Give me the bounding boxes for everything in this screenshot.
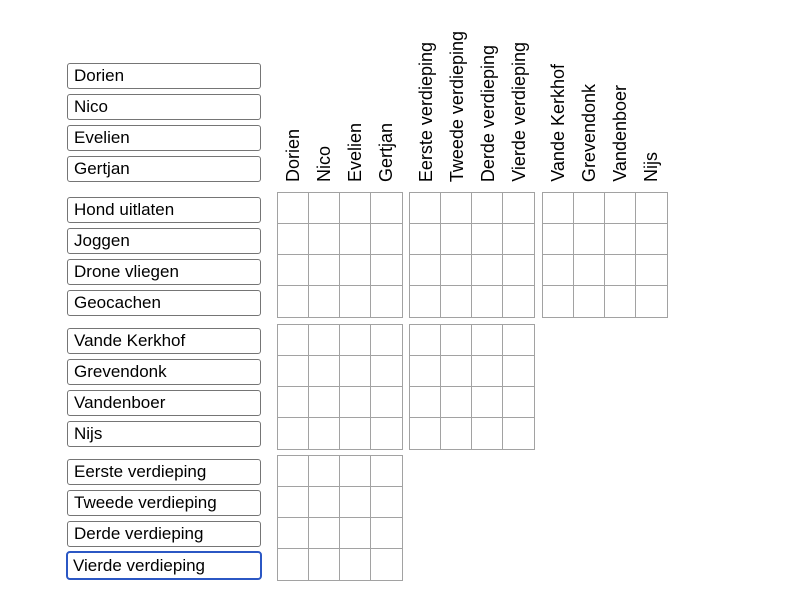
column-header-tweede-verdieping <box>445 0 469 182</box>
grid-cell[interactable] <box>503 193 534 224</box>
grid-cell[interactable] <box>309 224 340 255</box>
grid-cell[interactable] <box>371 356 402 387</box>
grid-cell[interactable] <box>472 193 503 224</box>
grid-cell[interactable] <box>574 255 605 286</box>
grid-cell[interactable] <box>278 255 309 286</box>
row-label-vande-kerkhof[interactable] <box>67 328 261 354</box>
grid-cell[interactable] <box>340 387 371 418</box>
grid-cell[interactable] <box>371 487 402 518</box>
grid-cell[interactable] <box>410 325 441 356</box>
grid-cell[interactable] <box>503 418 534 449</box>
grid-cell[interactable] <box>371 456 402 487</box>
grid-cell[interactable] <box>340 418 371 449</box>
grid-cell[interactable] <box>340 193 371 224</box>
grid-cell[interactable] <box>543 255 574 286</box>
column-header-vandenboer <box>608 0 632 182</box>
grid-cell[interactable] <box>441 255 472 286</box>
grid-cell[interactable] <box>309 255 340 286</box>
column-header-eerste-verdieping <box>414 0 438 182</box>
grid-block-activities-floors <box>409 192 535 318</box>
grid-cell[interactable] <box>278 193 309 224</box>
column-header-label: Vierde verdieping <box>509 42 529 182</box>
row-label-tweede-verdieping[interactable] <box>67 490 261 516</box>
grid-cell[interactable] <box>371 224 402 255</box>
grid-cell[interactable] <box>309 325 340 356</box>
grid-cell[interactable] <box>309 356 340 387</box>
row-label-evelien[interactable] <box>67 125 261 151</box>
grid-cell[interactable] <box>371 255 402 286</box>
grid-cell[interactable] <box>371 193 402 224</box>
grid-cell[interactable] <box>472 224 503 255</box>
grid-cell[interactable] <box>340 286 371 317</box>
grid-cell[interactable] <box>472 356 503 387</box>
row-label-eerste-verdieping[interactable] <box>67 459 261 485</box>
row-label-joggen[interactable] <box>67 228 261 254</box>
grid-cell[interactable] <box>371 549 402 580</box>
grid-cell[interactable] <box>278 356 309 387</box>
grid-cell[interactable] <box>278 325 309 356</box>
row-label-nijs[interactable] <box>67 421 261 447</box>
grid-cell[interactable] <box>472 387 503 418</box>
grid-cell[interactable] <box>441 193 472 224</box>
grid-cell[interactable] <box>340 549 371 580</box>
grid-cell[interactable] <box>278 387 309 418</box>
grid-block-activities-surnames <box>542 192 668 318</box>
grid-cell[interactable] <box>503 286 534 317</box>
column-header-label: Tweede verdieping <box>447 30 467 182</box>
grid-cell[interactable] <box>278 286 309 317</box>
column-header-label: Dorien <box>283 128 303 182</box>
grid-cell[interactable] <box>441 356 472 387</box>
column-header-label: Vande Kerkhof <box>548 64 568 182</box>
grid-cell[interactable] <box>472 255 503 286</box>
grid-cell[interactable] <box>503 224 534 255</box>
grid-cell[interactable] <box>605 255 636 286</box>
grid-cell[interactable] <box>278 487 309 518</box>
grid-cell[interactable] <box>340 224 371 255</box>
row-label-nico[interactable] <box>67 94 261 120</box>
row-label-derde-verdieping[interactable] <box>67 521 261 547</box>
column-header-nico <box>312 0 336 182</box>
grid-cell[interactable] <box>371 325 402 356</box>
grid-cell[interactable] <box>543 193 574 224</box>
row-label-vandenboer[interactable] <box>67 390 261 416</box>
grid-cell[interactable] <box>340 325 371 356</box>
row-label-hond-uitlaten[interactable] <box>67 197 261 223</box>
column-header-label: Nijs <box>641 152 661 182</box>
grid-cell[interactable] <box>636 193 667 224</box>
grid-cell[interactable] <box>503 325 534 356</box>
row-label-drone-vliegen[interactable] <box>67 259 261 285</box>
grid-cell[interactable] <box>278 549 309 580</box>
grid-cell[interactable] <box>472 286 503 317</box>
grid-cell[interactable] <box>503 356 534 387</box>
grid-cell[interactable] <box>605 224 636 255</box>
grid-cell[interactable] <box>371 418 402 449</box>
grid-cell[interactable] <box>340 255 371 286</box>
column-header-label: Grevendonk <box>579 83 599 182</box>
grid-cell[interactable] <box>574 224 605 255</box>
column-header-vande-kerkhof <box>546 0 570 182</box>
grid-cell[interactable] <box>410 255 441 286</box>
grid-cell[interactable] <box>309 286 340 317</box>
grid-cell[interactable] <box>410 387 441 418</box>
row-label-dorien[interactable] <box>67 63 261 89</box>
grid-cell[interactable] <box>309 518 340 549</box>
grid-cell[interactable] <box>636 224 667 255</box>
grid-cell[interactable] <box>441 224 472 255</box>
grid-cell[interactable] <box>636 286 667 317</box>
grid-cell[interactable] <box>278 418 309 449</box>
grid-cell[interactable] <box>543 224 574 255</box>
grid-cell[interactable] <box>309 549 340 580</box>
grid-cell[interactable] <box>441 325 472 356</box>
grid-cell[interactable] <box>371 518 402 549</box>
grid-cell[interactable] <box>410 286 441 317</box>
grid-cell[interactable] <box>503 255 534 286</box>
column-header-nijs <box>639 0 663 182</box>
row-label-grevendonk[interactable] <box>67 359 261 385</box>
grid-cell[interactable] <box>441 286 472 317</box>
column-header-gertjan <box>374 0 398 182</box>
grid-cell[interactable] <box>309 387 340 418</box>
grid-cell[interactable] <box>278 456 309 487</box>
grid-cell[interactable] <box>636 255 667 286</box>
column-header-label: Derde verdieping <box>478 44 498 182</box>
grid-cell[interactable] <box>309 193 340 224</box>
row-label-gertjan[interactable] <box>67 156 261 182</box>
grid-cell[interactable] <box>371 387 402 418</box>
grid-cell[interactable] <box>309 456 340 487</box>
grid-cell[interactable] <box>410 224 441 255</box>
grid-cell[interactable] <box>605 286 636 317</box>
grid-cell[interactable] <box>278 518 309 549</box>
grid-cell[interactable] <box>441 418 472 449</box>
grid-cell[interactable] <box>309 487 340 518</box>
grid-cell[interactable] <box>441 387 472 418</box>
grid-cell[interactable] <box>340 456 371 487</box>
column-header-label: Eerste verdieping <box>416 41 436 182</box>
column-header-label: Evelien <box>345 122 365 182</box>
grid-cell[interactable] <box>410 356 441 387</box>
grid-block-surnames-floors <box>409 324 535 450</box>
grid-cell[interactable] <box>472 325 503 356</box>
grid-cell[interactable] <box>543 286 574 317</box>
row-label-geocachen[interactable] <box>67 290 261 316</box>
grid-cell[interactable] <box>410 193 441 224</box>
grid-cell[interactable] <box>503 387 534 418</box>
grid-cell[interactable] <box>472 418 503 449</box>
grid-block-surnames-names <box>277 324 403 450</box>
column-header-grevendonk <box>577 0 601 182</box>
column-header-derde-verdieping <box>476 0 500 182</box>
grid-cell[interactable] <box>278 224 309 255</box>
grid-cell[interactable] <box>340 518 371 549</box>
column-header-evelien <box>343 0 367 182</box>
grid-cell[interactable] <box>410 418 441 449</box>
grid-block-activities-names <box>277 192 403 318</box>
grid-cell[interactable] <box>574 286 605 317</box>
row-label-vierde-verdieping[interactable] <box>66 551 262 580</box>
grid-cell[interactable] <box>340 356 371 387</box>
column-header-dorien <box>281 0 305 182</box>
grid-cell[interactable] <box>605 193 636 224</box>
grid-cell[interactable] <box>574 193 605 224</box>
grid-block-floors-names <box>277 455 403 581</box>
grid-cell[interactable] <box>371 286 402 317</box>
grid-cell[interactable] <box>340 487 371 518</box>
column-header-vierde-verdieping <box>507 0 531 182</box>
column-header-label: Gertjan <box>376 122 396 182</box>
column-header-label: Vandenboer <box>610 85 630 182</box>
column-header-label: Nico <box>314 145 334 182</box>
grid-cell[interactable] <box>309 418 340 449</box>
